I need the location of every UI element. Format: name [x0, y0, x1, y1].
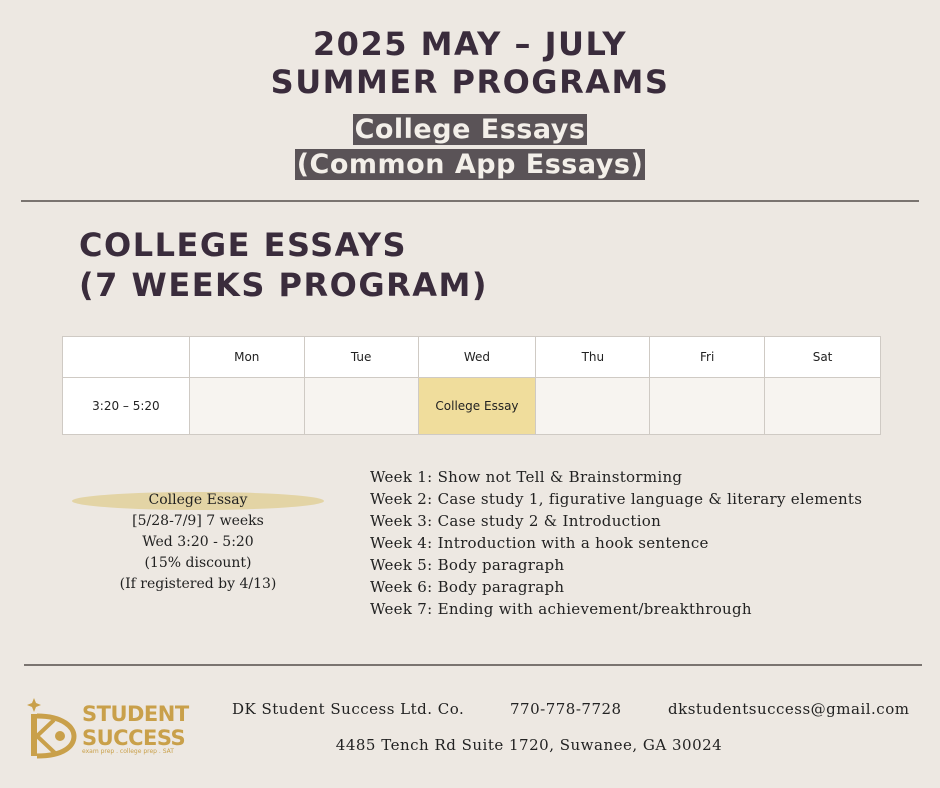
- schedule-table: [62, 336, 881, 435]
- course-time: Wed 3:20 - 5:20: [142, 534, 254, 550]
- program-title-line2: (7 WEEKS PROGRAM): [79, 266, 488, 304]
- week-item: Week 6: Body paragraph: [370, 578, 565, 596]
- logo-tagline: exam prep . college prep . SAT: [82, 748, 174, 755]
- slot-mon: [189, 378, 304, 435]
- course-name: College Essay: [148, 492, 248, 508]
- email-address: dkstudentsuccess@gmail.com: [668, 700, 910, 718]
- slot-tue: [304, 378, 418, 435]
- program-title-line1: COLLEGE ESSAYS: [79, 226, 408, 264]
- subtitle-line1: [0, 113, 940, 147]
- slot-thu: [536, 378, 650, 435]
- schedule-corner-cell: [63, 337, 190, 378]
- subtitle-line2-text: (Common App Essays): [296, 149, 644, 180]
- top-divider: [21, 200, 919, 202]
- week-item: Week 5: Body paragraph: [370, 556, 565, 574]
- week-item: Week 3: Case study 2 & Introduction: [370, 512, 662, 530]
- page-title-line1: 2025 MAY – JULY: [312, 25, 628, 63]
- day-header-fri: Fri: [650, 337, 765, 378]
- slot-sat: [765, 378, 881, 435]
- subtitle-line2: [0, 148, 940, 182]
- phone-number: 770-778-7728: [510, 700, 622, 718]
- day-header-sat: Sat: [765, 337, 881, 378]
- week-item: Week 4: Introduction with a hook sentence: [370, 534, 709, 552]
- course-discount-condition: (If registered by 4/13): [119, 576, 277, 592]
- week-item: Week 7: Ending with achievement/breakthrough: [370, 600, 752, 618]
- logo-text-success: SUCCESS: [82, 726, 186, 750]
- day-header-wed: Wed: [418, 337, 536, 378]
- course-discount: (15% discount): [144, 555, 252, 571]
- course-summary: [70, 490, 326, 595]
- page-title-line2: SUMMER PROGRAMS: [270, 63, 670, 101]
- course-dates: [5/28-7/9] 7 weeks: [132, 513, 264, 529]
- program-title: [79, 225, 488, 305]
- subtitle-line1-text: College Essays: [354, 114, 586, 145]
- schedule-time-row: [63, 378, 881, 435]
- slot-wed-college-essay: College Essay: [418, 378, 536, 435]
- day-header-tue: Tue: [304, 337, 418, 378]
- time-slot-cell: 3:20 – 5:20: [63, 378, 190, 435]
- company-name: DK Student Success Ltd. Co.: [232, 700, 465, 718]
- slot-fri: [650, 378, 765, 435]
- week-item: Week 1: Show not Tell & Brainstorming: [370, 468, 683, 486]
- week-item: Week 2: Case study 1, figurative language & literary elements: [370, 490, 863, 508]
- day-header-thu: Thu: [536, 337, 650, 378]
- street-address: 4485 Tench Rd Suite 1720, Suwanee, GA 30024: [335, 736, 723, 754]
- bottom-divider: [24, 664, 922, 666]
- weekly-curriculum: [370, 466, 862, 620]
- schedule-header-row: [63, 337, 881, 378]
- logo-text-student: STUDENT: [82, 702, 189, 726]
- day-header-mon: Mon: [189, 337, 304, 378]
